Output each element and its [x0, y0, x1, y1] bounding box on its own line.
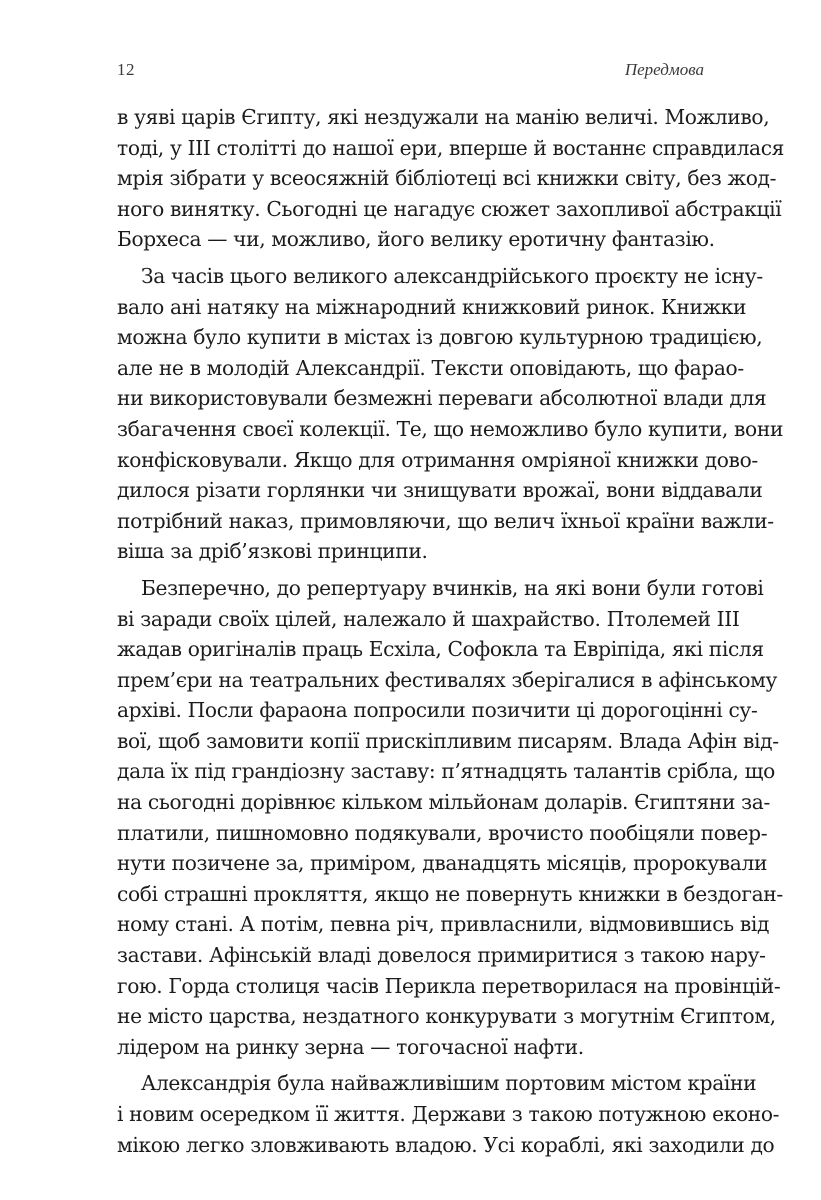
text-line: нути позичене за, приміром, дванадцять місяців, пророкували — [117, 851, 768, 876]
text-line: дилося різати горлянки чи знищувати врожаї, вони віддавали — [117, 478, 763, 503]
text-line: ни використовували безмежні переваги абсолютної влади для — [117, 386, 767, 411]
text-line: мрія зібрати у всеосяжній бібліотеці всі книжки світу, без жод- — [117, 166, 777, 191]
text-line: в уяві царів Єгипту, які нездужали на манію величі. Можливо, — [117, 105, 770, 129]
text-line: віша за дріб’язкові принципи. — [117, 539, 428, 564]
paragraph-3 — [117, 573, 783, 1063]
text-line: прем’єри на театральних фестивалях зберігалися в афінському — [117, 667, 778, 692]
text-line: архіві. Посли фараона попросили позичити ці дорогоцінні су- — [117, 698, 758, 723]
page-header — [117, 60, 704, 86]
text-line: вало ані натяку на міжнародний книжковий ринок. Книжки — [117, 294, 747, 319]
page-number: 12 — [117, 60, 135, 79]
text-line: можна було купити в містах із довгою культурною традицією, — [117, 325, 763, 350]
text-line: Александрія була найважливішим портовим містом країни — [141, 1071, 757, 1096]
text-line: мікою легко зловживають владою. Усі кораблі, які заходили до — [117, 1132, 775, 1157]
paragraph-1 — [117, 102, 785, 255]
text-line: Безперечно, до репертуару вчинків, на які вони були готові — [141, 575, 764, 600]
paragraph-4 — [117, 1068, 780, 1160]
text-line: Борхеса — чи, можливо, його велику еротичну фантазію. — [117, 227, 715, 252]
text-line: ного винятку. Сьогодні це нагадує сюжет захопливої абстракції — [117, 196, 782, 221]
text-line: жадав оригіналів праць Есхіла, Софокла та Евріпіда, які після — [117, 637, 764, 662]
running-title: Передмова — [624, 60, 704, 79]
text-line: ві заради своїх цілей, належало й шахрайство. Птолемей III — [117, 606, 740, 631]
text-line: на сьогодні дорівнює кільком мільйонам доларів. Єгиптяни за- — [117, 790, 770, 815]
text-line: потрібний наказ, примовляючи, що велич їхньої країни важли- — [117, 508, 774, 533]
text-line: конфісковували. Якщо для отримання омріяної книжки дово- — [117, 447, 758, 472]
text-line: платили, пишномовно подякували, врочисто пообіцяли повер- — [117, 820, 768, 845]
text-line: і новим осередком її життя. Держави з такою потужною еконо- — [117, 1102, 780, 1126]
text-line: збагачення своєї колекції. Те, що неможливо було купити, вони — [117, 416, 784, 441]
text-line: За часів цього великого александрійського проєкту не існу- — [141, 263, 763, 288]
text-line: ному стані. А потім, певна річ, привласнили, відмовившись від — [117, 912, 770, 937]
paragraph-2 — [117, 261, 784, 567]
text-line: лідером на ринку зерна — тогочасної нафти. — [117, 1034, 584, 1059]
text-line: дала їх під грандіозну заставу: п’ятнадцять талантів срібла, що — [117, 759, 775, 784]
text-line: застави. Афінській владі довелося примиритися з такою нару- — [117, 943, 766, 968]
text-line: але не в молодій Александрії. Тексти оповідають, що фарао- — [117, 355, 744, 380]
text-line: собі страшні прокляття, якщо не повернуть книжки в бездоган- — [117, 881, 783, 906]
text-line: гою. Горда столиця часів Перикла перетворилася на провінцій- — [117, 973, 781, 998]
text-line: тоді, у III столітті до нашої ери, вперше й востаннє справдилася — [117, 135, 785, 160]
body-text — [117, 102, 785, 1160]
text-line: не місто царства, нездатного конкурувати з могутнім Єгиптом, — [117, 1004, 776, 1029]
text-line: вої, щоб замовити копії прискіпливим писарям. Влада Афін від- — [117, 728, 779, 753]
